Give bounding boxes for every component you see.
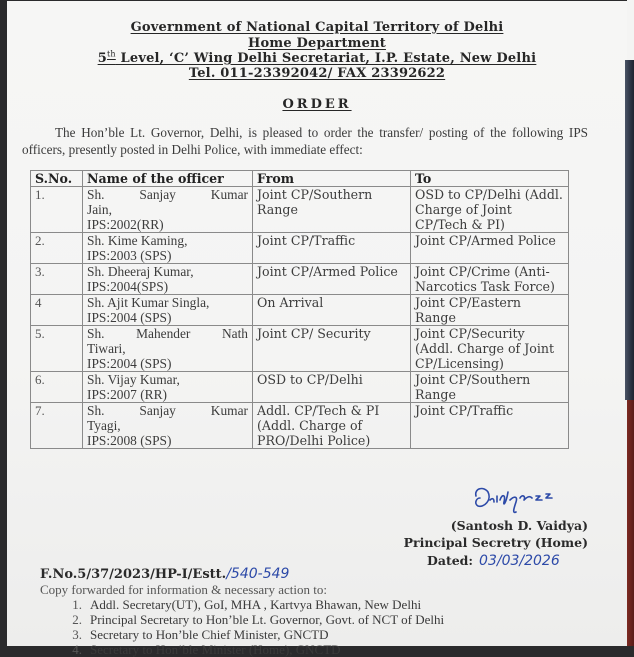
- officer-name: Sh. Vijay Kumar,: [87, 372, 180, 387]
- officer-name: Sh. Dheeraj Kumar,: [87, 264, 194, 279]
- cell-to: Joint CP/Crime (Anti-Narcotics Task Force): [411, 264, 569, 295]
- list-item: [60, 642, 444, 657]
- officer-batch: IPS:2008 (SPS): [87, 433, 172, 448]
- officer-batch: IPS:2004 (SPS): [87, 310, 172, 325]
- officer-name: Sh. Kime Kaming,: [87, 233, 188, 248]
- cell-from: Joint CP/Southern Range: [253, 187, 411, 233]
- cell-to: Joint CP/Eastern Range: [411, 295, 569, 326]
- document-title-text: ORDER: [282, 97, 352, 112]
- cell-to: Joint CP/Traffic: [411, 403, 569, 449]
- cell-sno: 5.: [31, 326, 83, 372]
- background-edge-red: [627, 400, 634, 646]
- file-number: [40, 567, 289, 582]
- officer-name: Sh. Ajit Kumar Singla,: [87, 295, 210, 310]
- copy-recipient-list: [60, 597, 444, 657]
- address-rest: Level, ‘C’ Wing Delhi Secretariat, I.P. Estate, New Delhi: [115, 51, 537, 66]
- cell-sno: 1.: [31, 187, 83, 233]
- cell-from: Joint CP/ Security: [253, 326, 411, 372]
- cell-to: Joint CP/Security (Addl. Charge of Joint CP/Licensing): [411, 326, 569, 372]
- header-government: [0, 20, 634, 35]
- intro-paragraph: [22, 124, 588, 158]
- cell-officer-name: [83, 187, 253, 233]
- list-item-text: Principal Secretary to Hon’ble Lt. Governor, Govt. of NCT of Delhi: [90, 612, 445, 627]
- signatory-name: (Santosh D. Vaidya): [450, 518, 588, 533]
- officer-name-cont: Jain,: [87, 202, 112, 217]
- address-level-suffix: th: [107, 49, 116, 59]
- column-header-to: To: [411, 171, 569, 187]
- cell-from: Addl. CP/Tech & PI (Addl. Charge of PRO/Delhi Police): [253, 403, 411, 449]
- officer-batch: IPS:2002(RR): [87, 217, 164, 232]
- table-row: [31, 264, 569, 295]
- header-department: [0, 36, 634, 51]
- list-item-number: 2.: [72, 612, 82, 627]
- transfer-table: [30, 170, 569, 449]
- cell-officer-name: [83, 372, 253, 403]
- column-header-sno: S.No.: [31, 171, 83, 187]
- cell-from: OSD to CP/Delhi: [253, 372, 411, 403]
- table-body: [31, 187, 569, 449]
- cell-sno: 4: [31, 295, 83, 326]
- copy-forwarded-line: Copy forwarded for information & necessary action to:: [40, 582, 327, 597]
- header-government-text: Government of National Capital Territory of Delhi: [130, 20, 504, 35]
- cell-from: Joint CP/Armed Police: [253, 264, 411, 295]
- cell-from: On Arrival: [253, 295, 411, 326]
- officer-batch: IPS:2004 (SPS): [87, 356, 172, 371]
- cell-to: Joint CP/Southern Range: [411, 372, 569, 403]
- officer-name: Sh. Sanjay Kumar: [87, 187, 248, 202]
- column-header-name: Name of the officer: [83, 171, 253, 187]
- table-row: [31, 187, 569, 233]
- dated-value-handwritten: 03/03/2026: [479, 553, 560, 569]
- file-number-handwritten: /540-549: [226, 566, 290, 582]
- header-department-text: Home Department: [248, 36, 386, 51]
- table-row: [31, 326, 569, 372]
- list-item-text: Addl. Secretary(UT), GoI, MHA , Kartvya Bhawan, New Delhi: [90, 597, 422, 612]
- list-item-number: 1.: [72, 597, 82, 612]
- list-item-text: Secretary to Hon’ble Minister (Home), GNCTD: [90, 642, 341, 657]
- cell-sno: 7.: [31, 403, 83, 449]
- header-address-text: [98, 51, 536, 66]
- cell-officer-name: [83, 264, 253, 295]
- table-row: [31, 372, 569, 403]
- header-address: [0, 51, 634, 66]
- officer-batch: IPS:2007 (RR): [87, 387, 167, 402]
- header-contact-text: Tel. 011-23392042/ FAX 23392622: [188, 66, 446, 81]
- table-header-row: [31, 171, 569, 187]
- address-level-number: 5: [97, 51, 107, 66]
- officer-batch: IPS:2003 (SPS): [87, 248, 172, 263]
- intro-text: The Hon’ble Lt. Governor, Delhi, is pleased to order the transfer/ posting of the following IPS officers, presently posted in Delhi Police, with immediate effect:: [22, 125, 588, 157]
- officer-name-cont: Tiwari,: [87, 341, 126, 356]
- list-item-text: Secretary to Hon’ble Chief Minister, GNCTD: [90, 627, 329, 642]
- document-title: [0, 97, 634, 112]
- officer-name: Sh. Sanjay Kumar: [87, 403, 248, 418]
- column-header-from: From: [253, 171, 411, 187]
- table-row: [31, 233, 569, 264]
- dated-label: Dated:: [427, 553, 474, 568]
- cell-officer-name: [83, 326, 253, 372]
- cell-to: Joint CP/Armed Police: [411, 233, 569, 264]
- cell-sno: 6.: [31, 372, 83, 403]
- handwritten-signature: [470, 482, 560, 516]
- cell-officer-name: [83, 295, 253, 326]
- dated-row: [427, 551, 560, 570]
- signatory-designation: Principal Secretry (Home): [403, 535, 588, 550]
- list-item: [60, 627, 444, 642]
- officer-name: Sh. Mahender Nath: [87, 326, 248, 341]
- cell-to: OSD to CP/Delhi (Addl. Charge of Joint CP/Tech & PI): [411, 187, 569, 233]
- officer-name-cont: Tyagi,: [87, 418, 121, 433]
- list-item-number: 3.: [72, 627, 82, 642]
- cell-from: Joint CP/Traffic: [253, 233, 411, 264]
- cell-officer-name: [83, 403, 253, 449]
- header-contact: [0, 66, 634, 81]
- table-row: [31, 403, 569, 449]
- table-row: [31, 295, 569, 326]
- cell-officer-name: [83, 233, 253, 264]
- cell-sno: 3.: [31, 264, 83, 295]
- list-item-number: 4.: [72, 642, 82, 657]
- list-item: [60, 612, 444, 627]
- cell-sno: 2.: [31, 233, 83, 264]
- file-number-printed: F.No.5/37/2023/HP-I/Estt.: [40, 567, 227, 582]
- list-item: [60, 597, 444, 612]
- officer-batch: IPS:2004(SPS): [87, 279, 169, 294]
